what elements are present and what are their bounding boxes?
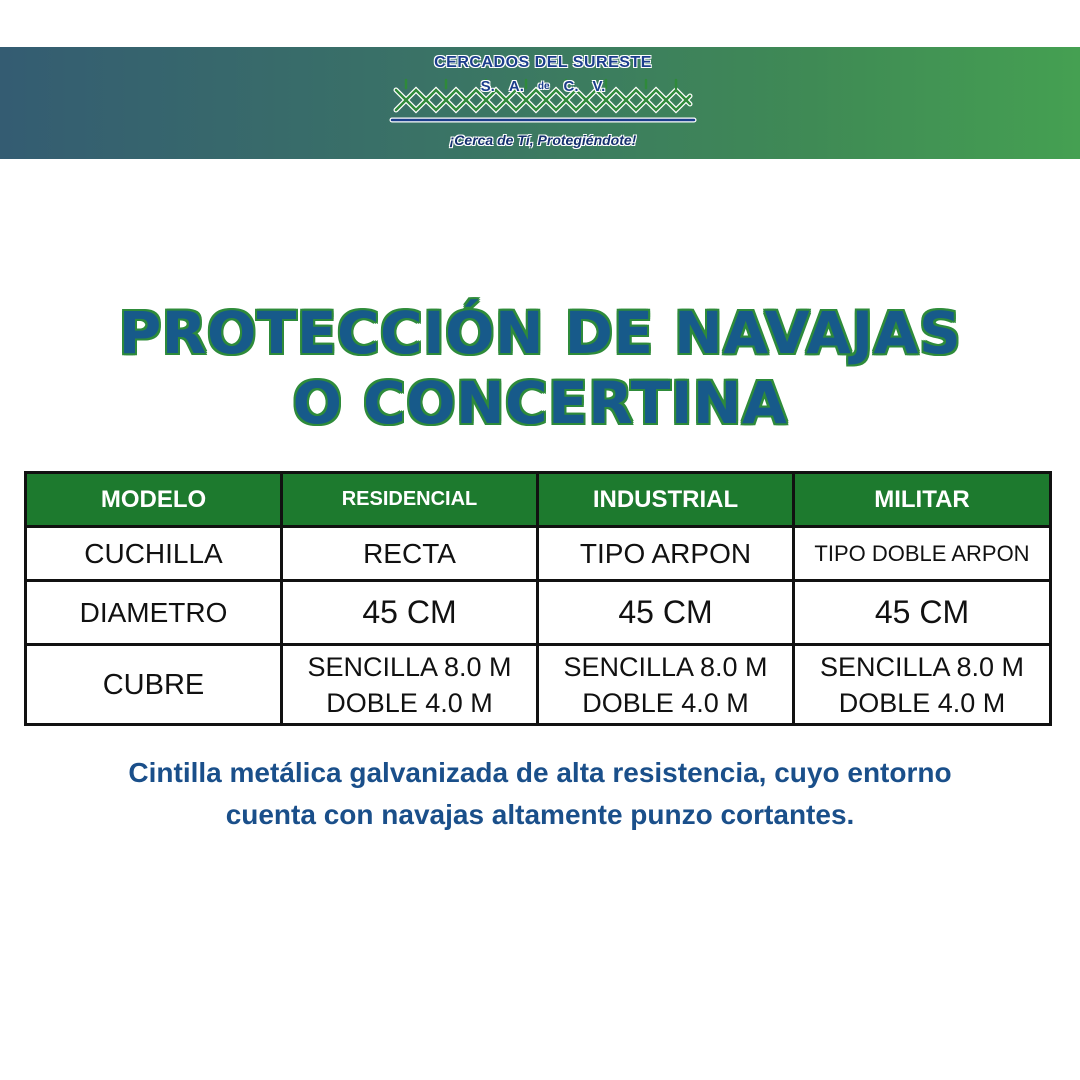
cubre-doble: DOBLE 4.0 M [582, 687, 749, 718]
cell-cubre-residencial [282, 645, 538, 725]
cell-diametro-industrial: 45 CM [538, 581, 794, 645]
cubre-sencilla: SENCILLA 8.0 M [563, 651, 768, 682]
table-row [26, 645, 1051, 725]
table-header-row [26, 473, 1051, 527]
title-line-1: PROTECCIÓN DE NAVAJAS [118, 299, 962, 367]
cubre-sencilla: SENCILLA 8.0 M [307, 651, 512, 682]
table-row [26, 581, 1051, 645]
logo-part-s: S. [480, 77, 495, 95]
logo-part-v: V. [592, 77, 606, 95]
logo-part-a: A. [508, 77, 524, 95]
logo-legal-suffix [388, 76, 698, 96]
cell-diametro-residencial: 45 CM [282, 581, 538, 645]
header-modelo: MODELO [26, 473, 282, 527]
title-line-2: O CONCERTINA [292, 369, 788, 437]
description-line-2: cuenta con navajas altamente punzo cortantes. [225, 799, 855, 830]
header-militar: MILITAR [794, 473, 1051, 527]
description-line-1: Cintilla metálica galvanizada de alta resistencia, cuyo entorno [128, 757, 952, 788]
product-description [0, 752, 1080, 836]
row-label-cuchilla: CUCHILLA [26, 527, 282, 581]
table-row [26, 527, 1051, 581]
header-residencial: RESIDENCIAL [282, 473, 538, 527]
logo-company-name: CERCADOS DEL SURESTE [434, 54, 652, 71]
row-label-diametro: DIAMETRO [26, 581, 282, 645]
cubre-doble: DOBLE 4.0 M [838, 687, 1006, 718]
company-logo [388, 52, 698, 156]
logo-slogan: ¡Cerca de Tí, Protegiéndote! [449, 132, 637, 148]
cell-cubre-industrial [538, 645, 794, 725]
cubre-doble: DOBLE 4.0 M [326, 687, 493, 718]
cell-cuchilla-industrial: TIPO ARPON [538, 527, 794, 581]
row-label-cubre: CUBRE [26, 645, 282, 725]
specs-table [24, 471, 1052, 726]
page-title [0, 298, 1080, 438]
cell-cubre-militar [794, 645, 1051, 725]
cubre-sencilla: SENCILLA 8.0 M [819, 651, 1025, 682]
cell-cuchilla-militar: TIPO DOBLE ARPON [794, 527, 1051, 581]
logo-part-c: C. [563, 77, 579, 95]
logo-part-de: de [537, 80, 550, 92]
cell-cuchilla-residencial: RECTA [282, 527, 538, 581]
cell-diametro-militar: 45 CM [794, 581, 1051, 645]
header-industrial: INDUSTRIAL [538, 473, 794, 527]
